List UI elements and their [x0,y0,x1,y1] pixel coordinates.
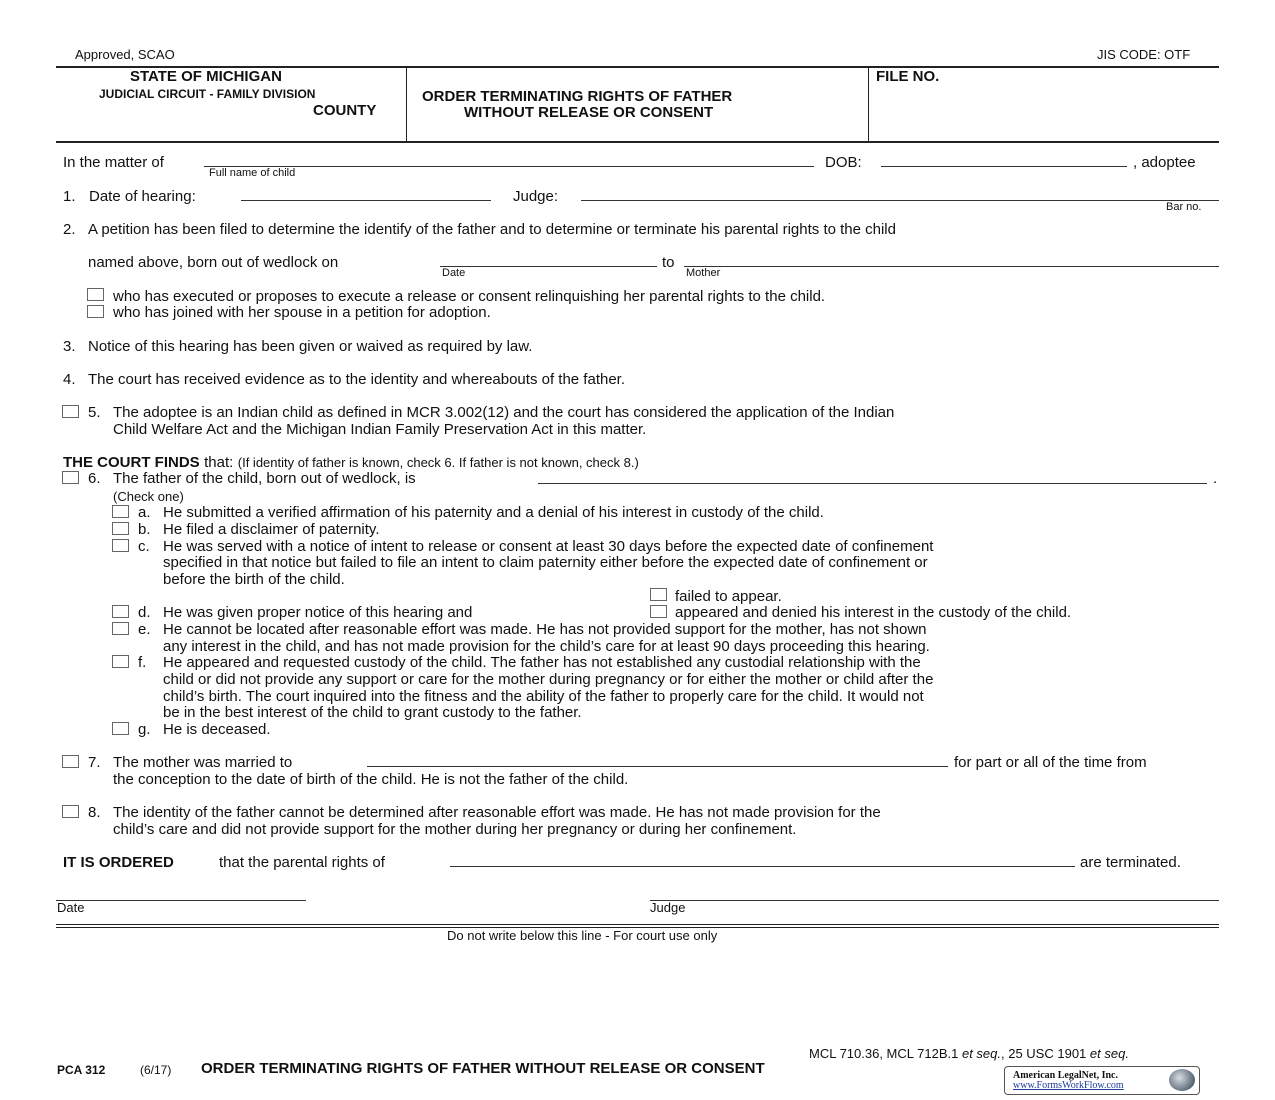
judge-signature-field[interactable] [650,900,1219,901]
item6c-line2: specified in that notice but failed to file an intent to claim paternity either before the expected date of confinement or [163,554,928,571]
item6e-line1: He cannot be located after reasonable effort was made. He has not provided support for the mother, has not shown [163,621,927,638]
item2-number: 2. [63,221,76,238]
birth-date-field[interactable] [440,266,657,267]
item6-number: 6. [88,470,101,487]
header-bottom-rule [56,141,1219,143]
item7-number: 7. [88,754,101,771]
court-finds-bold: THE COURT FINDS [63,454,200,471]
item3-number: 3. [63,338,76,355]
ordered-suffix: are terminated. [1080,854,1181,871]
birth-date-label: Date [442,267,466,279]
item2-option-a-text: who has executed or proposes to execute a release or consent relinquishing her parental rights to the child. [113,288,826,305]
item6f-line4: be in the best interest of the child to grant custody to the father. [163,704,582,721]
matter-prefix: In the matter of [63,154,164,171]
child-name-field[interactable] [204,166,814,167]
item1-number: 1. [63,188,76,205]
item6b-text: He filed a disclaimer of paternity. [163,521,380,538]
item3-text: Notice of this hearing has been given or waived as required by law. [88,338,533,355]
item6e-letter: e. [138,621,151,638]
dob-field[interactable] [881,166,1127,167]
ordered-heading: IT IS ORDERED [63,854,174,871]
item6a-checkbox[interactable] [112,505,129,518]
mother-field[interactable] [684,266,1219,267]
ordered-text: that the parental rights of [219,854,385,871]
item6g-letter: g. [138,721,151,738]
approved-text: Approved, SCAO [75,47,175,62]
court-use-rule-top [56,924,1219,925]
ordered-party-field[interactable] [450,866,1075,867]
item8-checkbox[interactable] [62,805,79,818]
item8-line2: child’s care and did not provide support for the mother during her pregnancy or during her confinement. [113,821,797,838]
form-title-line1: ORDER TERMINATING RIGHTS OF FATHER [422,88,733,105]
item6d-appeared-text: appeared and denied his interest in the custody of the child. [675,604,1072,621]
mother-label: Mother [686,267,721,279]
logo-company: American LegalNet, Inc. [1013,1070,1118,1081]
jis-code: JIS CODE: OTF [1097,47,1191,62]
item6d-text: He was given proper notice of this hearing and [163,604,473,621]
item6b-letter: b. [138,521,151,538]
footer-title: ORDER TERMINATING RIGHTS OF FATHER WITHOUT RELEASE OR CONSENT [201,1060,765,1077]
item6d-letter: d. [138,604,151,621]
file-no-label: FILE NO. [876,68,940,85]
item6e-line2: any interest in the child, and has not made provision for the child’s care for at least 90 days proceeding this hearing. [163,638,930,655]
court-finds-that: that: [204,454,234,471]
form-title-line2: WITHOUT RELEASE OR CONSENT [464,104,714,121]
signature-date-field[interactable] [56,900,306,901]
item5-number: 5. [88,404,101,421]
item6b-checkbox[interactable] [112,522,129,535]
item6d-checkbox[interactable] [112,605,129,618]
item6f-line3: child’s birth. The court inquired into the fitness and the ability of the father to properly care for the child. It would not [163,688,924,705]
globe-icon [1169,1069,1195,1091]
state-of-michigan: STATE OF MICHIGAN [130,68,282,85]
logo-url[interactable]: www.FormsWorkFlow.com [1013,1080,1124,1091]
item2-option-b-checkbox[interactable] [87,305,104,318]
judge-field[interactable] [581,200,1219,201]
husband-name-field[interactable] [367,766,948,767]
american-legalnet-logo[interactable] [1004,1066,1200,1095]
item7-suffix: for part or all of the time from [954,754,1147,771]
bar-no-label: Bar no. [1166,201,1202,213]
form-revision: (6/17) [140,1063,172,1077]
item6c-line1: He was served with a notice of intent to release or consent at least 30 days before the expected date of confinement [163,538,934,555]
court-finds-note: (If identity of father is known, check 6. If father is not known, check 8.) [237,455,639,470]
item7-line2: the conception to the date of birth of the child. He is not the father of the child. [113,771,629,788]
county-label: COUNTY [313,102,377,119]
item6g-text: He is deceased. [163,721,271,738]
item8-number: 8. [88,804,101,821]
item6f-line1: He appeared and requested custody of the child. The father has not established any custodial relationship with the [163,654,921,671]
check-one-note: (Check one) [113,489,184,504]
item7-text: The mother was married to [113,754,293,771]
header-divider-right [868,67,869,141]
item6d-failed-checkbox[interactable] [650,588,667,601]
judge-signature-label: Judge [650,900,686,915]
item6f-checkbox[interactable] [112,655,129,668]
item4-text: The court has received evidence as to the identity and whereabouts of the father. [88,371,626,388]
item7-checkbox[interactable] [62,755,79,768]
item6c-letter: c. [138,538,150,555]
header-divider-left [406,67,407,141]
item2-option-a-checkbox[interactable] [87,288,104,301]
item6-text: The father of the child, born out of wedlock, is [113,470,416,487]
item6c-line3: before the birth of the child. [163,571,345,588]
statute-part-b: et seq. [961,1046,1001,1061]
circuit-label: JUDICIAL CIRCUIT - FAMILY DIVISION [99,87,316,101]
item6a-letter: a. [138,504,151,521]
hearing-date-field[interactable] [241,200,491,201]
item5-line1: The adoptee is an Indian child as defined in MCR 3.002(12) and the court has considered the application of the Indian [113,404,895,421]
statute-part-a: MCL 710.36, MCL 712B.1 [809,1046,959,1061]
item6f-letter: f. [138,654,147,671]
item2-to: to [662,254,675,271]
item2-option-b-text: who has joined with her spouse in a petition for adoption. [113,304,491,321]
item8-line1: The identity of the father cannot be determined after reasonable effort was made. He has not made provision for the [113,804,881,821]
judge-label: Judge: [513,188,559,205]
item6d-failed-text: failed to appear. [675,588,782,605]
item6e-checkbox[interactable] [112,622,129,635]
father-name-field[interactable] [538,483,1207,484]
statute-part-c: , 25 USC 1901 [1001,1046,1087,1061]
child-name-label: Full name of child [209,167,296,179]
item2-line2: named above, born out of wedlock on [88,254,339,271]
item4-number: 4. [63,371,76,388]
item5-line2: Child Welfare Act and the Michigan Indian Family Preservation Act in this matter. [113,421,647,438]
adoptee-label: , adoptee [1133,154,1196,171]
item6d-appeared-checkbox[interactable] [650,605,667,618]
item6-checkbox[interactable] [62,471,79,484]
dob-label: DOB: [825,154,862,171]
item2-line1: A petition has been filed to determine the identify of the father and to determine or terminate his parental rights to the child [88,221,896,238]
form-number: PCA 312 [57,1063,106,1077]
item6c-checkbox[interactable] [112,539,129,552]
item6a-text: He submitted a verified affirmation of his paternity and a denial of his interest in custody of the child. [163,504,824,521]
item6-period: . [1213,470,1218,487]
item5-checkbox[interactable] [62,405,79,418]
signature-date-label: Date [57,900,85,915]
hearing-date-label: Date of hearing: [89,188,196,205]
item6f-line2: child or did not provide any support or care for the mother during pregnancy or for either the mother or child after the [163,671,934,688]
item6g-checkbox[interactable] [112,722,129,735]
statute-citation [809,1046,1129,1061]
statute-part-d: et seq. [1089,1046,1129,1061]
court-use-note: Do not write below this line - For court use only [447,928,718,943]
